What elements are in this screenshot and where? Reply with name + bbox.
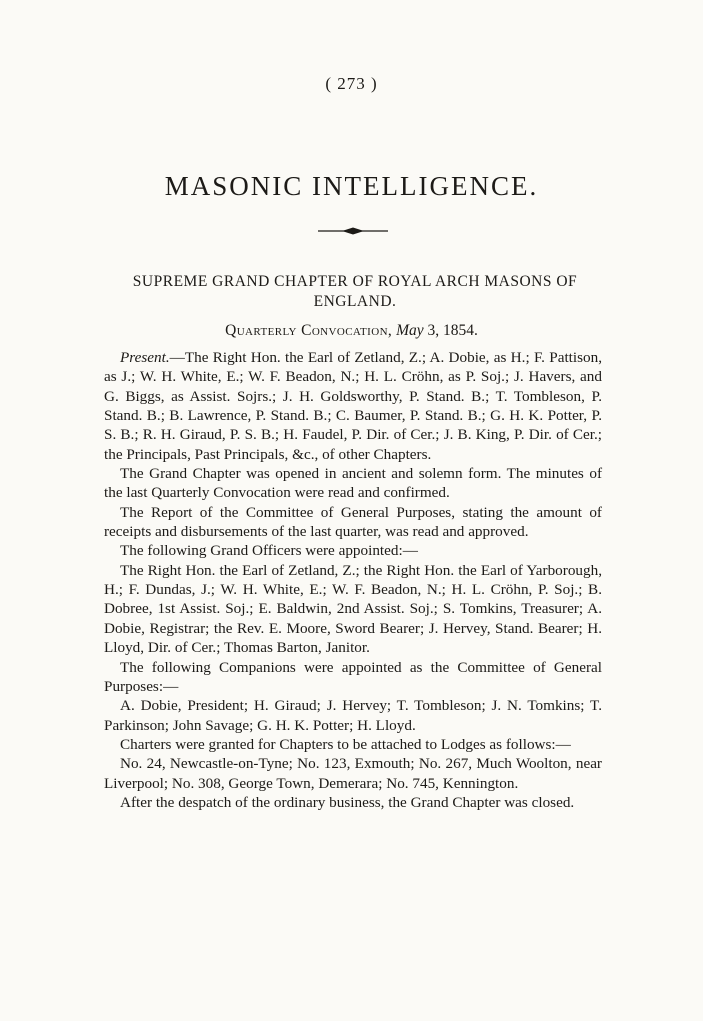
section-subheading: [0, 322, 703, 340]
paragraph-present: [104, 348, 602, 464]
paragraph: The following Companions were appointed as the Committee of General Purposes:—: [104, 658, 602, 695]
section-heading: SUPREME GRAND CHAPTER OF ROYAL ARCH MASONS OF ENGLAND.: [132, 273, 578, 310]
paragraph: The Grand Chapter was opened in ancient and solemn form. The minutes of the last Quarterly Convocation were read and confirmed.: [104, 465, 602, 502]
paragraph: The Report of the Committee of General Purposes, stating the amount of receipts and disbursements of the last quarter, was read and approved.: [104, 503, 602, 541]
page-number: ( 273 ): [325, 74, 378, 93]
paragraph: A. Dobie, President; H. Giraud; J. Hervey; T. Tombleson; J. N. Tomkins; T. Parkinson; John Savage; G. H. K. Potter; H. Lloyd.: [104, 697, 602, 734]
paragraph: After the despatch of the ordinary business, the Grand Chapter was closed.: [120, 793, 575, 811]
convocation-month: May: [396, 322, 424, 339]
article-body: [104, 348, 602, 812]
convocation-label: Quarterly Convocation,: [225, 322, 393, 339]
paragraph-text: —The Right Hon. the Earl of Zetland, Z.; A. Dobie, as H.; F. Pattison, as J.; W. H. White, E.; W. F. Beadon, N.; H. L. Cröhn, as P. Soj.; J. Havers, and G. Biggs, as Assist. Sojrs.; J. H. Goldsworthy, P. Stand. B.; T. Tombleson, P. Stand. B.; B. Lawrence, P. Stand. B.; C. Baumer, P. Stand. B.; G. H. K. Potter, P. S. B.; R. H. Giraud, P. S. B.; H. Faudel, P. Dir. of Cer.; J. B. King, P. Dir. of Cer.; the Principals, Past Principals, &c., of other Chapters.: [104, 349, 602, 463]
page-title: MASONIC INTELLIGENCE.: [164, 171, 539, 201]
divider-ornament: [318, 226, 388, 236]
paragraph: Charters were granted for Chapters to be attached to Lodges as follows:—: [120, 735, 571, 753]
present-lead: Present.: [120, 349, 170, 366]
paragraph: The Right Hon. the Earl of Zetland, Z.; the Right Hon. the Earl of Yarborough, H.; F. Dundas, J.; W. H. White, E.; W. F. Beadon, N.; H. L. Cröhn, P. Soj.; B. Dobree, 1st Assist. Soj.; E. Baldwin, 2nd Assist. Soj.; S. Tomkins, Treasurer; A. Dobie, Registrar; the Rev. E. Moore, Sword Bearer; J. Hervey, Stand. Bearer; H. Lloyd, Dir. of Cer.; Thomas Barton, Janitor.: [104, 561, 602, 657]
paragraph: No. 24, Newcastle-on-Tyne; No. 123, Exmouth; No. 267, Much Woolton, near Liverpool; No. 308, George Town, Demerara; No. 745, Kennington.: [104, 755, 602, 792]
paragraph: The following Grand Officers were appointed:—: [120, 542, 418, 560]
convocation-date: 3, 1854.: [423, 322, 478, 339]
